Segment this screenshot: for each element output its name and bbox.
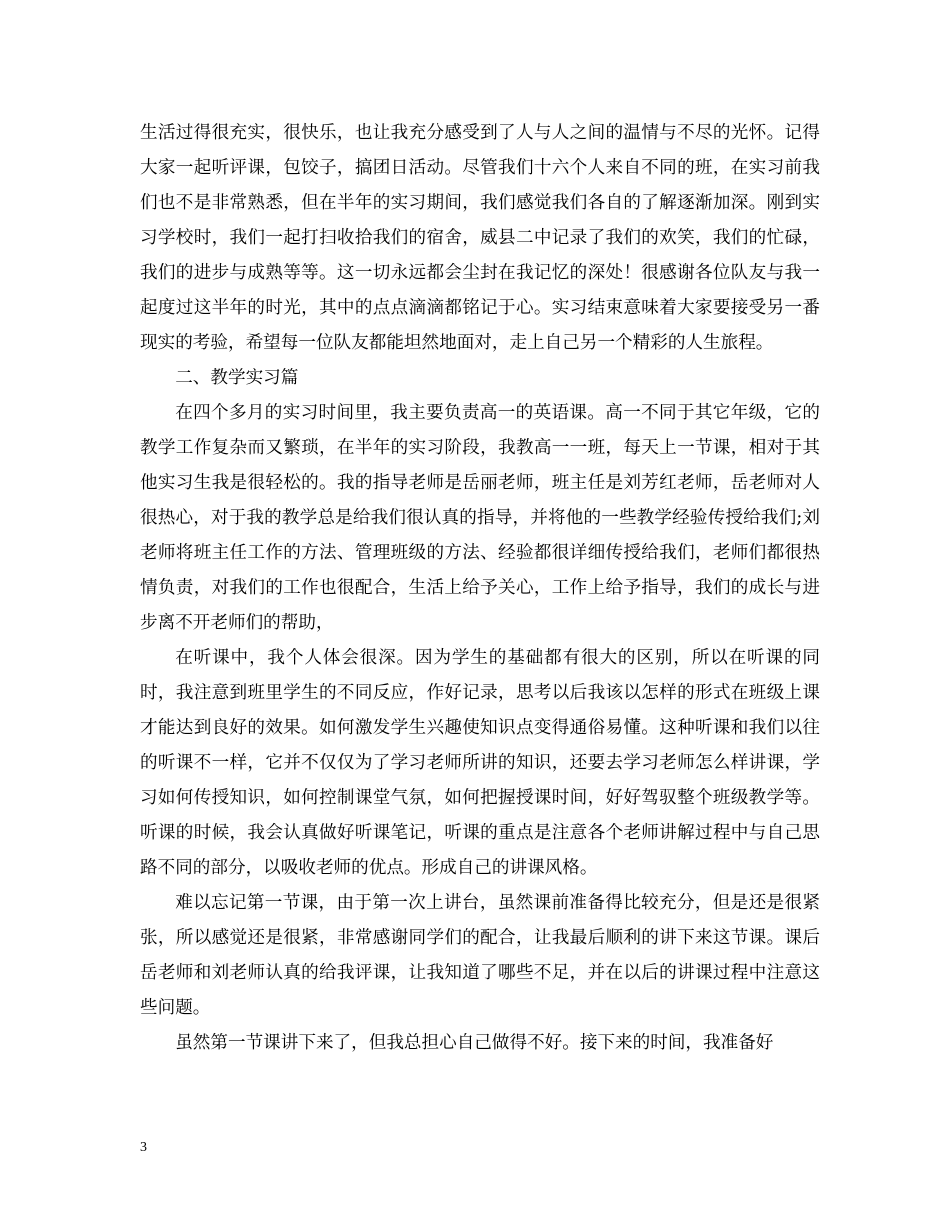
page-number: 3: [140, 1140, 147, 1155]
paragraph-3: 在四个多月的实习时间里，我主要负责高一的英语课。高一不同于其它年级，它的教学工作复杂而又繁琐，在半年的实习阶段，我教高一一班，每天上一节课，相对于其他实习生我是很轻松的。我的指导老师是岳丽老师，班主任是刘芳红老师，岳老师对人很热心，对于我的教学总是给我们很认真的指导，并将他的一些教学经验传授给我们;刘老师将班主任工作的方法、管理班级的方法、经验都很详细传授给我们，老师们都很热情负责，对我们的工作也很配合，生活上给予关心，工作上给予指导，我们的成长与进步离不开老师们的帮助，: [140, 403, 820, 633]
paragraph-6: 虽然第一节课讲下来了，但我总担心自己做得不好。接下来的时间，我准备好: [175, 1033, 774, 1053]
section-heading-teaching-internship: 二、教学实习篇: [175, 368, 299, 388]
document-body: [140, 116, 820, 1061]
paragraph-5: 难以忘记第一节课，由于第一次上讲台，虽然课前准备得比较充分，但是还是很紧张，所以感觉还是很紧，非常感谢同学们的配合，让我最后顺利的讲下来这节课。课后岳老师和刘老师认真的给我评课，让我知道了哪些不足，并在以后的讲课过程中注意这些问题。: [140, 893, 820, 1018]
paragraph-4: 在听课中，我个人体会很深。因为学生的基础都有很大的区别，所以在听课的同时，我注意到班里学生的不同反应，作好记录，思考以后我该以怎样的形式在班级上课才能达到良好的效果。如何激发学生兴趣使知识点变得通俗易懂。这种听课和我们以往的听课不一样，它并不仅仅为了学习老师所讲的知识，还要去学习老师怎么样讲课，学习如何传授知识，如何控制课堂气氛，如何把握授课时间，好好驾驭整个班级教学等。听课的时候，我会认真做好听课笔记，听课的重点是注意各个老师讲解过程中与自己思路不同的部分，以吸收老师的优点。形成自己的讲课风格。: [140, 648, 820, 878]
paragraph-1: 生活过得很充实，很快乐，也让我充分感受到了人与人之间的温情与不尽的光怀。记得大家一起听评课，包饺子，搞团日活动。尽管我们十六个人来自不同的班，在实习前我们也不是非常熟悉，但在半年的实习期间，我们感觉我们各自的了解逐渐加深。刚到实习学校时，我们一起打扫收拾我们的宿舍，威县二中记录了我们的欢笑，我们的忙碌，我们的进步与成熟等等。这一切永远都会尘封在我记忆的深处！很感谢各位队友与我一起度过这半年的时光，其中的点点滴滴都铭记于心。实习结束意味着大家要接受另一番现实的考验，希望每一位队友都能坦然地面对，走上自己另一个精彩的人生旅程。: [140, 123, 820, 353]
